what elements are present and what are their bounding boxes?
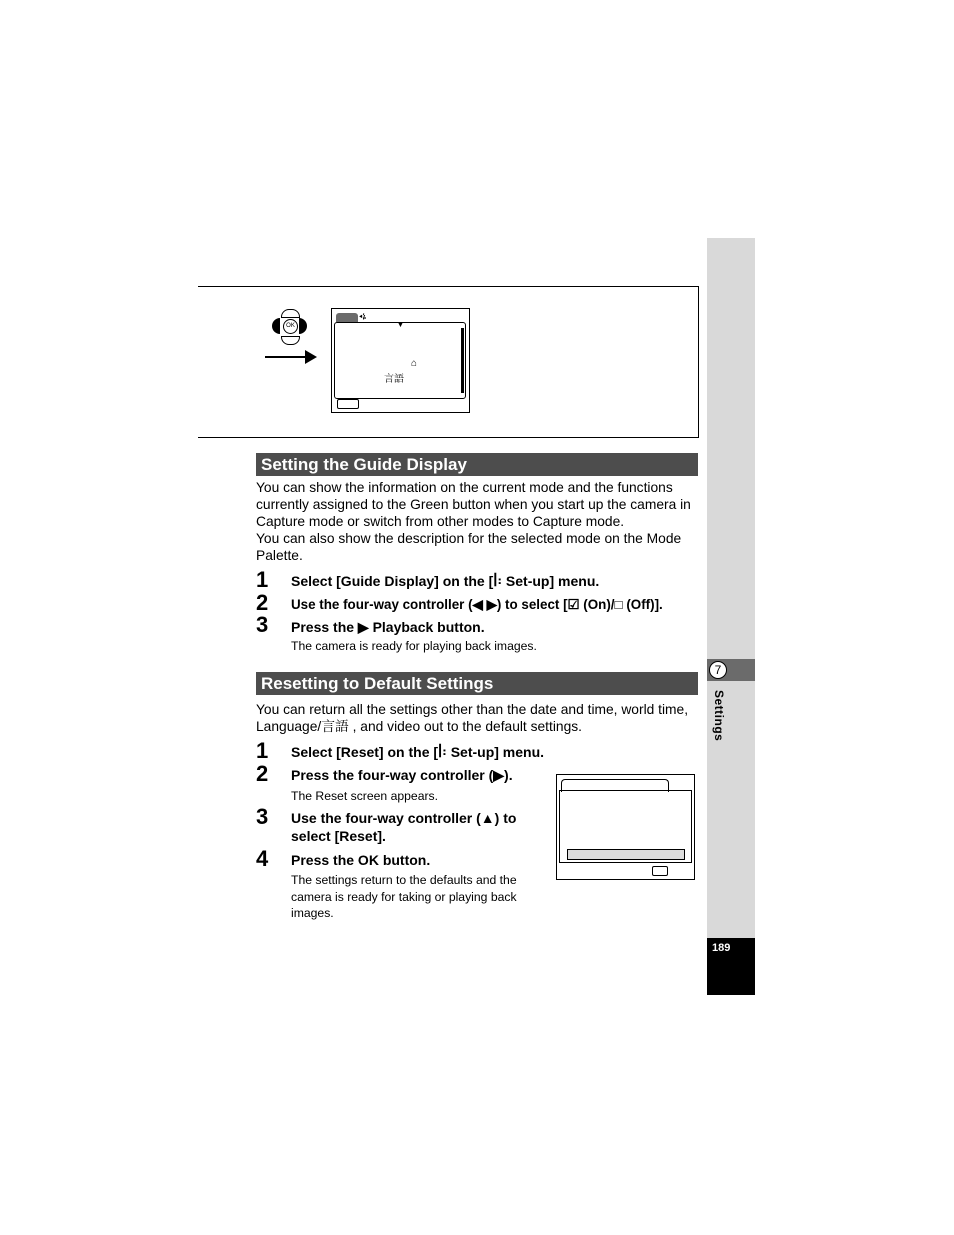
- scroll-down-icon: ▼: [397, 322, 404, 329]
- heading-guide-display: Setting the Guide Display: [256, 453, 698, 476]
- step-number: 2: [256, 761, 269, 786]
- step-note: The camera is ready for playing back images.: [291, 639, 537, 653]
- step-text: Press the four-way controller (▶).: [291, 767, 513, 783]
- step-note: The settings return to the defaults and the camera is ready for taking or playing back images.: [291, 873, 517, 920]
- reset-paragraph: You can return all the settings other than the date and time, world time, Language/言語 , and video out to the default settings.: [256, 702, 689, 734]
- step-text: Use the four-way controller (▲) to select [Reset].: [291, 810, 517, 844]
- setup-tab-icon: ◂ኔ: [359, 311, 367, 321]
- ok-button-icon: OK: [283, 319, 298, 334]
- page-number: 189: [712, 942, 731, 954]
- menu-panel: [334, 322, 466, 399]
- step-note: The Reset screen appears.: [291, 789, 439, 803]
- home-icon: ⌂: [411, 358, 418, 369]
- four-way-up-icon: [281, 309, 300, 318]
- camera-tab-icon: [336, 313, 358, 322]
- guide-paragraph-2: You can also show the description for the selected mode on the Mode Palette.: [256, 531, 682, 563]
- arrow-head-icon: [305, 350, 317, 364]
- reset-selection-bar: [567, 849, 685, 860]
- step-number: 3: [256, 804, 269, 829]
- step-text: Press the ▶ Playback button.: [291, 619, 485, 635]
- step-number: 4: [256, 846, 269, 871]
- step-text: Select [Reset] on the [ꟾ꞉ Set-up] menu.: [291, 744, 545, 760]
- heading-reset: Resetting to Default Settings: [256, 672, 698, 695]
- section-label: Settings: [712, 690, 726, 742]
- chapter-number: 7: [709, 661, 727, 679]
- step-number: 2: [256, 590, 269, 615]
- arrow-icon: [265, 356, 307, 358]
- step-number: 1: [256, 738, 269, 763]
- menu-button-icon: [337, 399, 359, 409]
- step-number: 1: [256, 567, 269, 592]
- step-text: Press the OK button.: [291, 852, 431, 868]
- step-text: Select [Guide Display] on the [ꟾ꞉ Set-up] menu.: [291, 573, 600, 589]
- guide-paragraph-1: You can show the information on the current mode and the functions currently assigned to the Green button when you start up the camera in Capture mode or switch from other modes to Capture mode.: [256, 480, 691, 529]
- side-strip: [707, 238, 755, 995]
- step-text: Use the four-way controller (◀ ▶) to select [☑ (On)/□ (Off)].: [291, 597, 663, 612]
- ok-button-icon: [652, 866, 668, 876]
- language-icon: 言語: [384, 374, 404, 385]
- scrollbar: [461, 328, 464, 393]
- step-number: 3: [256, 612, 269, 637]
